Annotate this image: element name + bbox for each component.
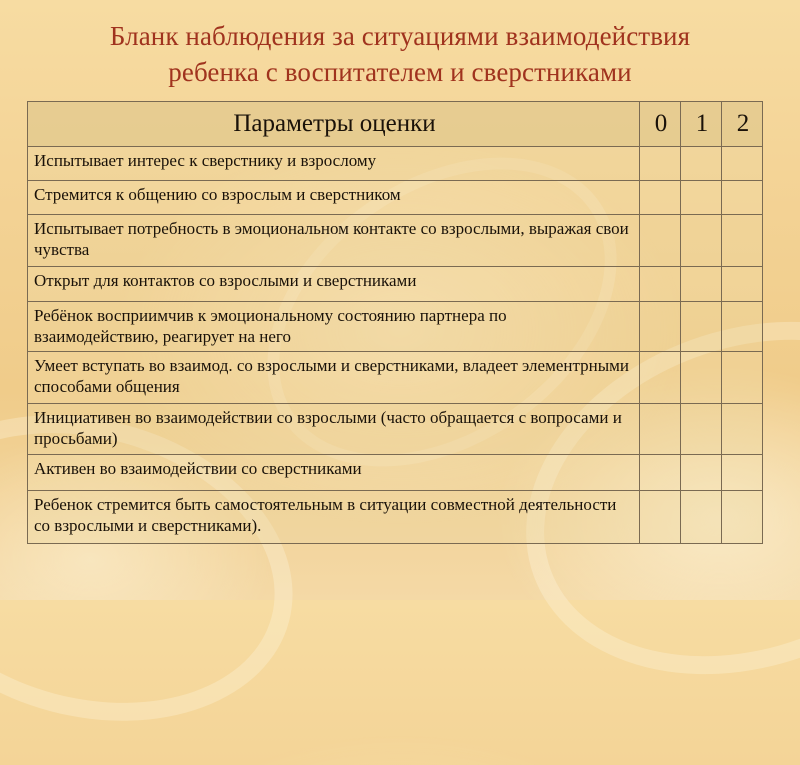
score-cell-2[interactable] [722,181,763,215]
score-cell-1[interactable] [681,215,722,267]
table-row [28,215,763,267]
score-cell-2[interactable] [722,215,763,267]
header-score-2: 2 [722,102,763,147]
table-row [28,147,763,181]
parameter-cell: Испытывает потребность в эмоциональном контакте со взрослыми, выражая свои чувства [28,215,640,267]
score-cell-2[interactable] [722,455,763,491]
parameter-cell: Активен во взаимодействии со сверстниками [28,455,640,491]
table-row [28,455,763,491]
title-line-1: Бланк наблюдения за ситуациями взаимодействия [109,21,691,51]
score-cell-0[interactable] [640,267,681,302]
score-cell-1[interactable] [681,491,722,544]
score-cell-1[interactable] [681,267,722,302]
table-row [28,352,763,404]
score-cell-0[interactable] [640,302,681,352]
score-cell-0[interactable] [640,215,681,267]
score-cell-1[interactable] [681,455,722,491]
parameter-cell: Умеет вступать во взаимод. со взрослыми и сверстниками, владеет элементрными способами общения [28,352,640,404]
parameter-cell: Ребёнок восприимчив к эмоциональному состоянию партнера по взаимодействию, реагирует на него [28,302,640,352]
parameter-cell: Открыт для контактов со взрослыми и сверстниками [28,267,640,302]
score-cell-1[interactable] [681,302,722,352]
score-cell-0[interactable] [640,181,681,215]
score-cell-2[interactable] [722,302,763,352]
table-row [28,181,763,215]
score-cell-2[interactable] [722,147,763,181]
header-parameters: Параметры оценки [28,102,640,147]
page-title [20,18,780,90]
title-line-2: ребенка с воспитателем и сверстниками [168,57,632,87]
observation-table [27,101,763,544]
header-score-1: 1 [681,102,722,147]
score-cell-1[interactable] [681,147,722,181]
score-cell-0[interactable] [640,352,681,404]
parameter-cell: Стремится к общению со взрослым и сверстником [28,181,640,215]
score-cell-1[interactable] [681,352,722,404]
score-cell-1[interactable] [681,404,722,455]
parameter-cell: Ребенок стремится быть самостоятельным в ситуации совместной деятельности со взрослыми и сверстниками). [28,491,640,544]
score-cell-0[interactable] [640,147,681,181]
table-row [28,267,763,302]
parameter-cell: Испытывает интерес к сверстнику и взрослому [28,147,640,181]
score-cell-2[interactable] [722,404,763,455]
score-cell-2[interactable] [722,267,763,302]
table-row [28,491,763,544]
table-row [28,302,763,352]
score-cell-0[interactable] [640,491,681,544]
header-score-0: 0 [640,102,681,147]
score-cell-0[interactable] [640,455,681,491]
parameter-cell: Инициативен во взаимодействии со взрослыми (часто обращается с вопросами и просьбами) [28,404,640,455]
score-cell-0[interactable] [640,404,681,455]
score-cell-2[interactable] [722,352,763,404]
score-cell-1[interactable] [681,181,722,215]
score-cell-2[interactable] [722,491,763,544]
table-row [28,404,763,455]
table-header-row [28,102,763,147]
